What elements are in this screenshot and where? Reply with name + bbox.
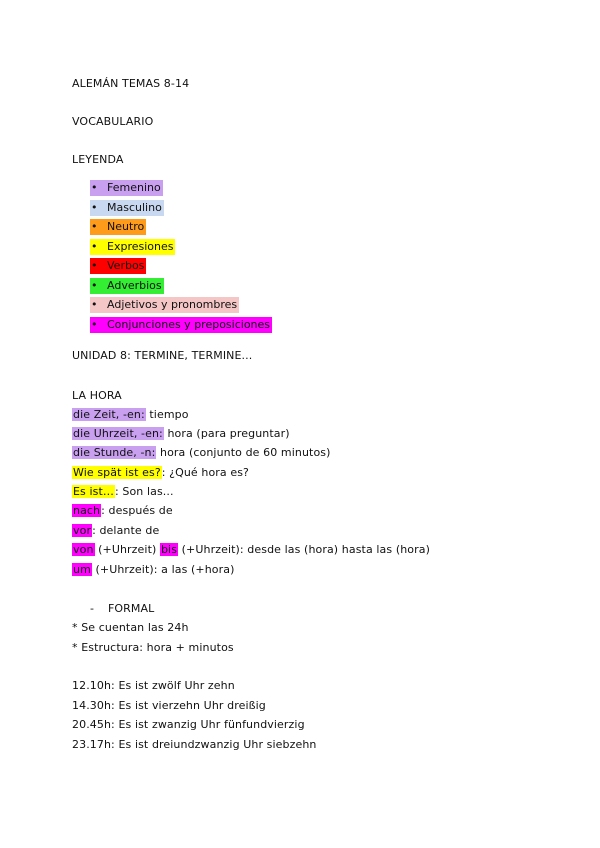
vocabulary-heading: VOCABULARIO — [72, 115, 154, 128]
vocab-term: nach — [73, 504, 101, 517]
legend-item-expresiones — [90, 239, 272, 259]
vocab-entry — [72, 426, 290, 442]
vocab-entry — [72, 407, 189, 423]
legend-item-adjetivos — [90, 297, 272, 317]
bullet-icon: • — [91, 239, 98, 253]
legend-label: Adjetivos y pronombres — [107, 298, 238, 311]
vocab-definition: (+Uhrzeit): desde las (hora) hasta las (hora) — [178, 543, 430, 556]
legend-item-conjunciones — [90, 317, 272, 337]
legend-item-femenino — [90, 180, 272, 200]
legend-label: Neutro — [107, 220, 145, 233]
vocab-entry — [72, 465, 249, 481]
time-example: 14.30h: Es ist vierzehn Uhr dreißig — [72, 699, 266, 712]
vocab-entry — [72, 542, 430, 558]
vocab-connector: (+Uhrzeit) — [94, 543, 160, 556]
legend-item-masculino — [90, 200, 272, 220]
vocab-term: Es ist… — [73, 485, 114, 498]
legend-item-adverbios — [90, 278, 272, 298]
vocab-definition: : delante de — [92, 524, 160, 537]
document-title: ALEMÁN TEMAS 8-14 — [72, 77, 190, 90]
vocab-definition: : ¿Qué hora es? — [161, 466, 249, 479]
time-example: 12.10h: Es ist zwölf Uhr zehn — [72, 679, 235, 692]
legend-item-verbos — [90, 258, 272, 278]
time-example: 20.45h: Es ist zwanzig Uhr fünfundvierzig — [72, 718, 305, 731]
section-heading-la-hora: LA HORA — [72, 389, 122, 402]
vocab-entry — [72, 562, 234, 578]
vocab-term: die Zeit, -en: — [73, 408, 145, 421]
vocab-definition: hora (conjunto de 60 minutos) — [156, 446, 331, 459]
vocab-term: um — [73, 563, 91, 576]
vocab-definition: : después de — [101, 504, 173, 517]
vocab-entry — [72, 503, 173, 519]
bullet-icon: • — [91, 220, 98, 233]
vocab-definition: : Son las... — [114, 485, 174, 498]
bullet-icon: • — [91, 317, 98, 331]
legend-label: Expresiones — [107, 239, 174, 253]
vocab-entry — [72, 445, 331, 461]
legend-label: Masculino — [107, 200, 162, 214]
formal-note: * Se cuentan las 24h — [72, 621, 189, 634]
time-example: 23.17h: Es ist dreiundzwanzig Uhr siebzehn — [72, 738, 317, 751]
vocab-definition: hora (para preguntar) — [163, 427, 290, 440]
vocab-definition: (+Uhrzeit): a las (+hora) — [91, 563, 235, 576]
vocab-entry — [72, 523, 159, 539]
legend-label: Femenino — [107, 181, 161, 194]
legend-label: Conjunciones y preposiciones — [107, 317, 271, 331]
vocab-term: die Uhrzeit, -en: — [73, 427, 163, 440]
formal-note: * Estructura: hora + minutos — [72, 641, 234, 654]
vocab-term: Wie spät ist es? — [73, 466, 161, 479]
vocab-term: von — [73, 543, 94, 556]
vocab-term: bis — [160, 543, 178, 556]
legend-heading: LEYENDA — [72, 153, 124, 166]
formal-label: FORMAL — [108, 602, 155, 615]
bullet-icon: • — [91, 298, 98, 311]
vocab-term: die Stunde, -n: — [73, 446, 156, 459]
legend-item-neutro — [90, 219, 272, 239]
bullet-icon: • — [91, 278, 98, 292]
vocab-entry — [72, 484, 174, 500]
legend-list — [90, 180, 272, 336]
bullet-icon: • — [91, 200, 98, 214]
legend-label: Verbos — [107, 259, 145, 272]
formal-subheading — [90, 601, 154, 617]
dash-icon: - — [90, 602, 95, 615]
legend-label: Adverbios — [107, 278, 162, 292]
bullet-icon: • — [91, 181, 98, 194]
vocab-term: vor — [73, 524, 92, 537]
unit-heading: UNIDAD 8: TERMINE, TERMINE... — [72, 349, 253, 362]
bullet-icon: • — [91, 259, 98, 272]
vocab-definition: tiempo — [145, 408, 189, 421]
